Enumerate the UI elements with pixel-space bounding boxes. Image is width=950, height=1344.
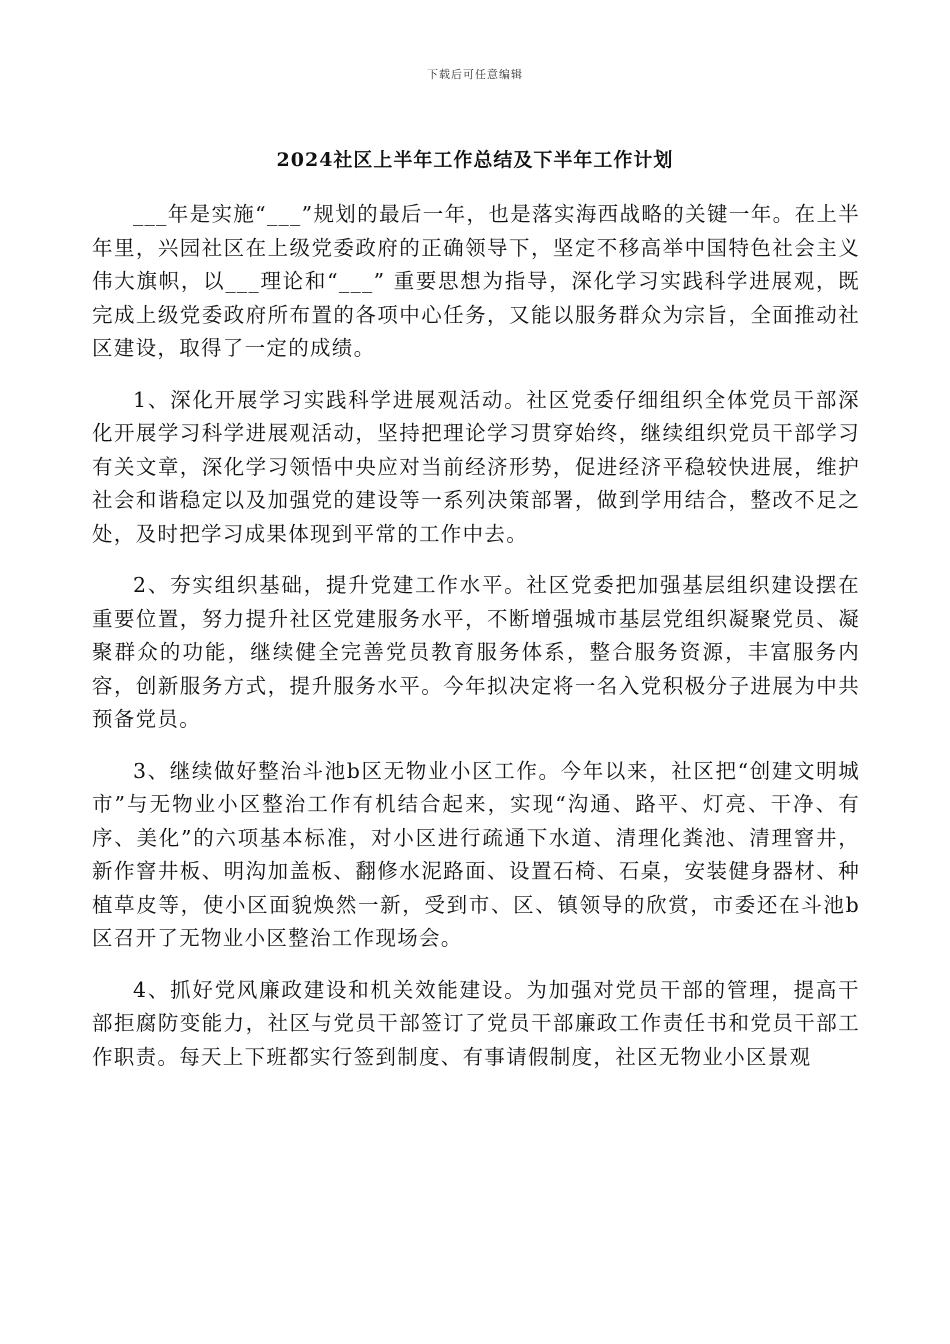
header-note: 下载后可任意编辑 [427, 68, 523, 81]
paragraph-intro: ___年是实施“___”规划的最后一年，也是落实海西战略的关键一年。在上半年里，兴园社区在上级党委政府的正确领导下，坚定不移高举中国特色社会主义伟大旗帜，以___理论和“___” 重要思想为指导，深化学习实践科学进展观，既完成上级党委政府所布置的各项中心任务，又能以服务群众为宗旨，全面推动社区建设，取得了一定的成绩。 [92, 202, 860, 360]
paragraph-item-2: 2、夯实组织基础，提升党建工作水平。社区党委把加强基层组织建设摆在重要位置，努力提升社区党建服务水平，不断增强城市基层党组织凝聚党员、凝聚群众的功能，继续健全完善党员教育服务体系，整合服务资源，丰富服务内容，创新服务方式，提升服务水平。今年拟决定将一名入党积极分子进展为中共预备党员。 [92, 573, 860, 731]
document-body [92, 198, 860, 1092]
paragraph-item-3: 3、继续做好整治斗池b区无物业小区工作。今年以来，社区把“创建文明城市”与无物业小区整治工作有机结合起来，实现“沟通、路平、灯亮、干净、有序、美化”的六项基本标准，对小区进行疏通下水道、清理化粪池、清理窨井，新作窨井板、明沟加盖板、翻修水泥路面、设置石椅、石桌，安装健身器材、种植草皮等，使小区面貌焕然一新，受到市、区、镇领导的欣赏，市委还在斗池b区召开了无物业小区整治工作现场会。 [92, 758, 860, 950]
paragraph-item-4: 4、抓好党风廉政建设和机关效能建设。为加强对党员干部的管理，提高干部拒腐防变能力，社区与党员干部签订了党员干部廉政工作责任书和党员干部工作职责。每天上下班都实行签到制度、有事请假制度，社区无物业小区景观 [92, 977, 860, 1069]
document-title: 2024社区上半年工作总结及下半年工作计划 [276, 149, 674, 171]
paragraph-item-1: 1、深化开展学习实践科学进展观活动。社区党委仔细组织全体党员干部深化开展学习科学进展观活动，坚持把理论学习贯穿始终，继续组织党员干部学习有关文章，深化学习领悟中央应对当前经济形势，促进经济平稳较快进展，维护社会和谐稳定以及加强党的建设等一系列决策部署，做到学用结合，整改不足之处，及时把学习成果体现到平常的工作中去。 [92, 387, 860, 546]
